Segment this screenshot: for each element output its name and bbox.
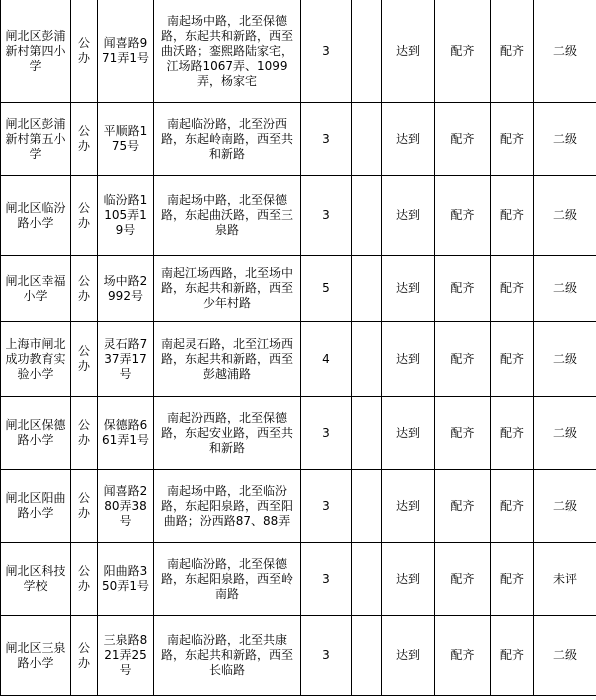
staffing-status-cell — [491, 470, 534, 543]
grade-cell — [534, 103, 596, 176]
school-name-cell — [1, 616, 71, 696]
table-row — [1, 0, 596, 103]
grade-cell — [534, 0, 596, 103]
blank-cell — [352, 103, 382, 176]
school-address: 闻喜路280弄38号 — [103, 483, 148, 528]
equipment-status-cell — [435, 470, 491, 543]
standard-status-cell — [382, 322, 435, 397]
standard-status-cell — [382, 397, 435, 470]
school-name-cell — [1, 0, 71, 103]
address-cell — [98, 0, 154, 103]
staffing-status-cell — [491, 397, 534, 470]
school-name: 闸北区三泉路小学 — [5, 640, 66, 670]
standard-status: 达到 — [395, 498, 420, 513]
school-grade: 二级 — [552, 43, 577, 58]
table-row — [1, 322, 596, 397]
enrollment-range: 南起场中路，北至保德路，东起共和新路，西至曲沃路；銮熙路陆家宅，江场路1067弄、1099弄，杨家宅 — [160, 13, 293, 88]
staffing-status: 配齐 — [499, 131, 524, 146]
standard-status: 达到 — [395, 43, 420, 58]
school-grade: 二级 — [552, 281, 577, 295]
school-address: 场中路2992号 — [103, 273, 148, 303]
count-value: 5 — [322, 281, 330, 295]
standard-status: 达到 — [395, 351, 420, 366]
grade-cell — [534, 256, 596, 322]
grade-cell — [534, 616, 596, 696]
school-type: 公办 — [77, 564, 90, 593]
standard-status-cell — [382, 0, 435, 103]
count-value: 3 — [322, 131, 330, 146]
school-type: 公办 — [77, 344, 90, 373]
school-name: 闸北区科技学校 — [5, 564, 66, 593]
equipment-status-cell — [435, 616, 491, 696]
staffing-status-cell — [491, 543, 534, 616]
school-type-cell — [71, 103, 98, 176]
school-type-cell — [71, 322, 98, 397]
blank-cell — [352, 543, 382, 616]
count-cell — [301, 256, 352, 322]
table-row — [1, 103, 596, 176]
address-cell — [98, 103, 154, 176]
equipment-status: 配齐 — [450, 571, 475, 586]
enrollment-range-cell — [154, 0, 301, 103]
school-name-cell — [1, 256, 71, 322]
staffing-status-cell — [491, 103, 534, 176]
school-name-cell — [1, 103, 71, 176]
school-type-cell — [71, 397, 98, 470]
equipment-status: 配齐 — [450, 43, 475, 58]
school-name: 闸北区临汾路小学 — [5, 200, 66, 230]
enrollment-range-cell — [154, 543, 301, 616]
school-type: 公办 — [77, 491, 90, 520]
table-row — [1, 616, 596, 696]
staffing-status: 配齐 — [499, 43, 524, 58]
enrollment-range-cell — [154, 322, 301, 397]
standard-status: 达到 — [395, 648, 420, 662]
count-cell — [301, 0, 352, 103]
staffing-status: 配齐 — [499, 281, 524, 295]
school-grade: 二级 — [552, 351, 577, 366]
equipment-status: 配齐 — [450, 425, 475, 440]
address-cell — [98, 322, 154, 397]
school-type: 公办 — [77, 124, 90, 153]
enrollment-range: 南起临汾路，北至共康路，东起共和新路，西至长临路 — [160, 633, 293, 677]
enrollment-range-cell — [154, 103, 301, 176]
table-row — [1, 176, 596, 256]
equipment-status: 配齐 — [450, 208, 475, 222]
count-cell — [301, 397, 352, 470]
address-cell — [98, 543, 154, 616]
count-value: 3 — [322, 498, 330, 513]
equipment-status-cell — [435, 543, 491, 616]
standard-status-cell — [382, 176, 435, 256]
enrollment-range: 南起汾西路，北至保德路，东起安业路，西至共和新路 — [160, 410, 293, 455]
school-type: 公办 — [77, 640, 90, 670]
school-name: 闸北区幸福小学 — [5, 273, 66, 303]
school-name-cell — [1, 176, 71, 256]
school-grade: 二级 — [552, 131, 577, 146]
school-type-cell — [71, 176, 98, 256]
staffing-status: 配齐 — [499, 208, 524, 222]
school-name: 闸北区彭浦新村第五小学 — [5, 116, 66, 161]
staffing-status: 配齐 — [499, 351, 524, 366]
school-name: 上海市闸北成功教育实验小学 — [5, 336, 66, 381]
school-name: 闸北区彭浦新村第四小学 — [5, 28, 66, 73]
equipment-status: 配齐 — [450, 498, 475, 513]
standard-status: 达到 — [395, 571, 420, 586]
school-name-cell — [1, 470, 71, 543]
address-cell — [98, 256, 154, 322]
grade-cell — [534, 176, 596, 256]
count-cell — [301, 176, 352, 256]
school-address: 闻喜路971弄1号 — [102, 36, 149, 65]
enrollment-range: 南起江场西路，北至场中路，东起共和新路，西至少年村路 — [160, 266, 293, 310]
school-grade: 二级 — [552, 648, 577, 662]
school-address: 三泉路821弄25号 — [103, 633, 148, 677]
school-name: 闸北区阳曲路小学 — [5, 491, 66, 520]
grade-cell — [534, 322, 596, 397]
equipment-status: 配齐 — [450, 351, 475, 366]
table-body — [1, 0, 596, 696]
table-row — [1, 397, 596, 470]
standard-status-cell — [382, 543, 435, 616]
enrollment-range: 南起临汾路，北至保德路，东起阳泉路，西至岭南路 — [160, 556, 293, 601]
equipment-status: 配齐 — [450, 131, 475, 146]
school-name: 闸北区保德路小学 — [5, 418, 66, 447]
school-type: 公办 — [77, 418, 90, 447]
equipment-status-cell — [435, 256, 491, 322]
standard-status-cell — [382, 103, 435, 176]
equipment-status-cell — [435, 0, 491, 103]
count-cell — [301, 470, 352, 543]
count-value: 4 — [322, 351, 330, 366]
school-grade: 未评 — [552, 571, 577, 586]
standard-status-cell — [382, 470, 435, 543]
staffing-status: 配齐 — [499, 648, 524, 662]
count-value: 3 — [322, 43, 330, 58]
staffing-status: 配齐 — [499, 498, 524, 513]
school-name-cell — [1, 397, 71, 470]
school-grade: 二级 — [552, 498, 577, 513]
count-cell — [301, 616, 352, 696]
standard-status: 达到 — [395, 281, 420, 295]
address-cell — [98, 616, 154, 696]
standard-status-cell — [382, 256, 435, 322]
enrollment-range-cell — [154, 176, 301, 256]
school-address: 临汾路1105弄19号 — [103, 193, 148, 237]
enrollment-range: 南起临汾路，北至汾西路，东起岭南路，西至共和新路 — [160, 116, 293, 161]
count-value: 3 — [322, 648, 330, 662]
school-name-cell — [1, 543, 71, 616]
school-grade: 二级 — [552, 208, 577, 222]
school-type-cell — [71, 543, 98, 616]
school-type: 公办 — [77, 273, 90, 303]
table-row — [1, 256, 596, 322]
count-cell — [301, 543, 352, 616]
enrollment-range-cell — [154, 256, 301, 322]
staffing-status: 配齐 — [499, 425, 524, 440]
table-row — [1, 470, 596, 543]
staffing-status-cell — [491, 616, 534, 696]
blank-cell — [352, 0, 382, 103]
staffing-status-cell — [491, 176, 534, 256]
staffing-status-cell — [491, 256, 534, 322]
equipment-status-cell — [435, 322, 491, 397]
school-address: 阳曲路350弄1号 — [102, 564, 149, 593]
grade-cell — [534, 543, 596, 616]
enrollment-range-cell — [154, 470, 301, 543]
grade-cell — [534, 470, 596, 543]
standard-status: 达到 — [395, 131, 420, 146]
address-cell — [98, 470, 154, 543]
equipment-status-cell — [435, 397, 491, 470]
blank-cell — [352, 176, 382, 256]
count-value: 3 — [322, 208, 330, 222]
count-value: 3 — [322, 425, 330, 440]
table-row — [1, 543, 596, 616]
enrollment-range: 南起场中路，北至保德路，东起曲沃路，西至三泉路 — [160, 193, 293, 237]
staffing-status-cell — [491, 0, 534, 103]
count-cell — [301, 103, 352, 176]
equipment-status: 配齐 — [450, 648, 475, 662]
enrollment-range: 南起场中路，北至临汾路，东起阳泉路，西至阳曲路；汾西路87、88弄 — [160, 483, 293, 528]
blank-cell — [352, 397, 382, 470]
blank-cell — [352, 470, 382, 543]
school-type: 公办 — [77, 200, 90, 230]
standard-status-cell — [382, 616, 435, 696]
school-type-cell — [71, 616, 98, 696]
school-type: 公办 — [77, 36, 90, 65]
school-address: 灵石路737弄17号 — [103, 336, 148, 381]
school-name-cell — [1, 322, 71, 397]
blank-cell — [352, 616, 382, 696]
school-type-cell — [71, 0, 98, 103]
enrollment-range-cell — [154, 397, 301, 470]
equipment-status-cell — [435, 176, 491, 256]
school-type-cell — [71, 256, 98, 322]
standard-status: 达到 — [395, 208, 420, 222]
blank-cell — [352, 256, 382, 322]
staffing-status: 配齐 — [499, 571, 524, 586]
equipment-status-cell — [435, 103, 491, 176]
school-type-cell — [71, 470, 98, 543]
blank-cell — [352, 322, 382, 397]
school-address: 平顺路175号 — [103, 124, 148, 153]
count-value: 3 — [322, 571, 330, 586]
address-cell — [98, 176, 154, 256]
school-grade: 二级 — [552, 425, 577, 440]
address-cell — [98, 397, 154, 470]
standard-status: 达到 — [395, 425, 420, 440]
equipment-status: 配齐 — [450, 281, 475, 295]
count-cell — [301, 322, 352, 397]
enrollment-range-cell — [154, 616, 301, 696]
grade-cell — [534, 397, 596, 470]
staffing-status-cell — [491, 322, 534, 397]
school-address: 保德路661弄1号 — [102, 418, 149, 447]
enrollment-range: 南起灵石路，北至江场西路，东起共和新路，西至彭越浦路 — [160, 336, 293, 381]
